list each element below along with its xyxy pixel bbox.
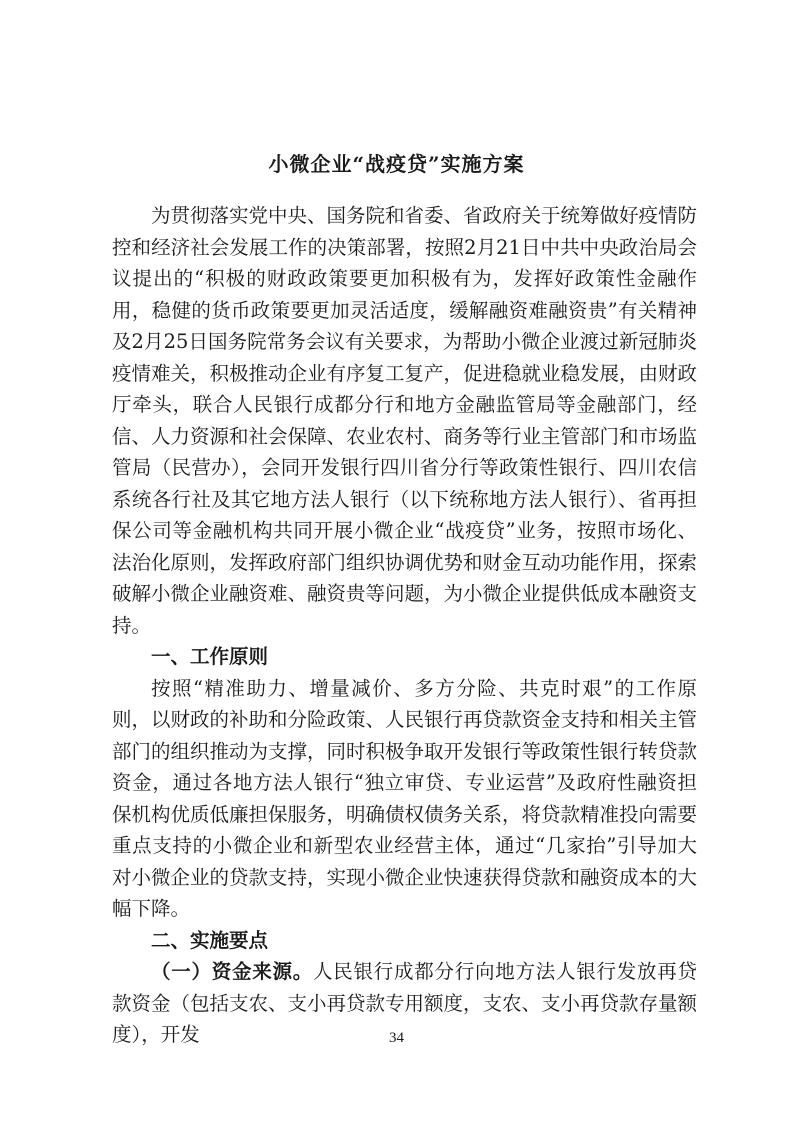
principles-paragraph: 按照“精准助力、增量减价、多方分险、共克时艰”的工作原则，以财政的补助和分险政策、人民银行再贷款资金支持和相关主管部门的组织推动为支撑，同时积极争取开发银行等政策性银行转贷款资金，通过各地方法人银行“独立审贷、专业运营”及政府性融资担保机构优质低廉担保服务，明确债权债务关系，将贷款精准投向需要重点支持的小微企业和新型农业经营主体，通过“几家抬”引导加大对小微企业的贷款支持，实现小微企业快速获得贷款和融资成本的大幅下降。	[112, 676, 698, 920]
section-heading-key-points: 二、实施要点	[151, 928, 269, 952]
fund-source-text: 人民银行成都分行向地方法人银行发放再贷款资金（包括支农、支小再贷款专用额度，支农、支小再贷款存量额度），开发	[112, 960, 698, 1046]
section-heading-principles: 一、工作原则	[151, 645, 269, 668]
fund-source-lead: （一）资金来源。	[151, 960, 313, 983]
document-body	[112, 200, 697, 1051]
document-title: 小微企业“战疫贷”实施方案	[268, 152, 525, 176]
intro-paragraph: 为贯彻落实党中央、国务院和省委、省政府关于统筹做好疫情防控和经济社会发展工作的决策部署，按照2月21日中共中央政治局会议提出的“积极的财政政策要更加积极有为，发挥好政策性金融作用，稳健的货币政策要更加灵活适度，缓解融资难融资贵”有关精神及2月25日国务院常务会议有关要求，为帮助小微企业渡过新冠肺炎疫情难关，积极推动企业有序复工复产，促进稳就业稳发展，由财政厅牵头，联合人民银行成都分行和地方金融监管局等金融部门，经信、人力资源和社会保障、农业农村、商务等行业主管部门和市场监管局（民营办），会同开发银行四川省分行等政策性银行、四川农信系统各行社及其它地方法人银行（以下统称地方法人银行）、省再担保公司等金融机构共同开展小微企业“战疫贷”业务，按照市场化、法治化原则，发挥政府部门组织协调优势和财金互动功能作用，探索破解小微企业融资难、融资贵等问题，为小微企业提供低成本融资支持。	[112, 204, 698, 637]
page-number: 34	[389, 1030, 404, 1046]
